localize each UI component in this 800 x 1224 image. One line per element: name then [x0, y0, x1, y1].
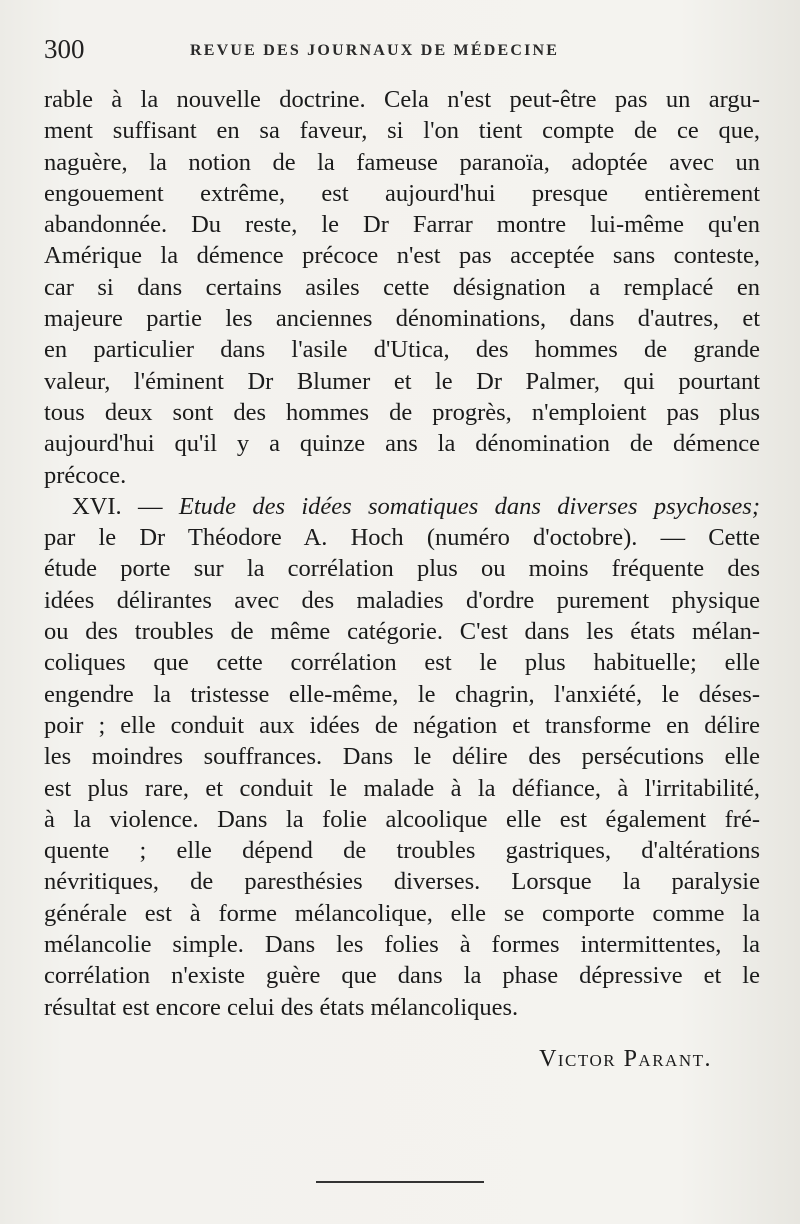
author-signature: Victor Parant.: [539, 1046, 712, 1072]
text-line: générale est à forme mélancolique, elle se comporte comme la: [44, 899, 760, 927]
text-line: étude porte sur la corrélation plus ou moins fréquente des: [44, 555, 760, 583]
running-head: REVUE DES JOURNAUX DE MÉDECINE: [190, 42, 560, 59]
article-body: [44, 84, 760, 1023]
text-line: tous deux sont des hommes de progrès, n'emploient pas plus: [44, 398, 760, 426]
text-line: en particulier dans l'asile d'Utica, des hommes de grande: [44, 336, 760, 364]
text-line: aujourd'hui qu'il y a quinze ans la dénomination de démence: [44, 430, 760, 458]
text-line: poir ; elle conduit aux idées de négation et transforme en délire: [44, 711, 760, 739]
text-line: est plus rare, et conduit le malade à la défiance, à l'irritabilité,: [44, 774, 760, 802]
page-number: 300: [44, 34, 85, 64]
text-line: ment suffisant en sa faveur, si l'on tient compte de ce que,: [44, 117, 760, 145]
text-line: naguère, la notion de la fameuse paranoïa, adoptée avec un: [44, 148, 760, 176]
text-line: mélancolie simple. Dans les folies à formes intermittentes, la: [44, 931, 760, 959]
section-title: Etude des idées somatiques dans diverses psychoses;: [178, 492, 760, 520]
text-line: quente ; elle dépend de troubles gastriques, d'altérations: [44, 837, 760, 865]
text-line: Amérique la démence précoce n'est pas acceptée sans conteste,: [44, 242, 760, 270]
text-line: les moindres souffrances. Dans le délire des persécutions elle: [44, 743, 760, 771]
text-line: valeur, l'éminent Dr Blumer et le Dr Palmer, qui pourtant: [44, 367, 760, 395]
section-number: XVI. —: [72, 492, 179, 520]
text-line: précoce.: [44, 461, 127, 489]
text-line: névritiques, de paresthésies diverses. Lorsque la paralysie: [44, 868, 760, 896]
end-rule: [316, 1181, 484, 1183]
text-line: coliques que cette corrélation est le plus habituelle; elle: [44, 649, 760, 677]
text-line: par le Dr Théodore A. Hoch (numéro d'octobre). — Cette: [44, 524, 760, 552]
text-line: car si dans certains asiles cette désignation a remplacé en: [44, 273, 760, 301]
text-line: engendre la tristesse elle-même, le chagrin, l'anxiété, le déses-: [44, 680, 760, 708]
text-line: engouement extrême, est aujourd'hui presque entièrement: [44, 179, 760, 207]
text-line: corrélation n'existe guère que dans la phase dépressive et le: [44, 962, 760, 990]
text-line: résultat est encore celui des états mélancoliques.: [44, 993, 519, 1021]
text-line: abandonnée. Du reste, le Dr Farrar montre lui-même qu'en: [44, 211, 760, 239]
text-line: ou des troubles de même catégorie. C'est dans les états mélan-: [44, 618, 760, 646]
text-line: rable à la nouvelle doctrine. Cela n'est peut-être pas un argu-: [44, 86, 760, 113]
text-line: à la violence. Dans la folie alcoolique elle est également fré-: [44, 805, 760, 833]
section-heading-line: [44, 491, 760, 522]
text-line: idées délirantes avec des maladies d'ordre purement physique: [44, 586, 760, 614]
page-header: [44, 34, 764, 74]
text-line: majeure partie les anciennes dénominations, dans d'autres, et: [44, 305, 760, 333]
